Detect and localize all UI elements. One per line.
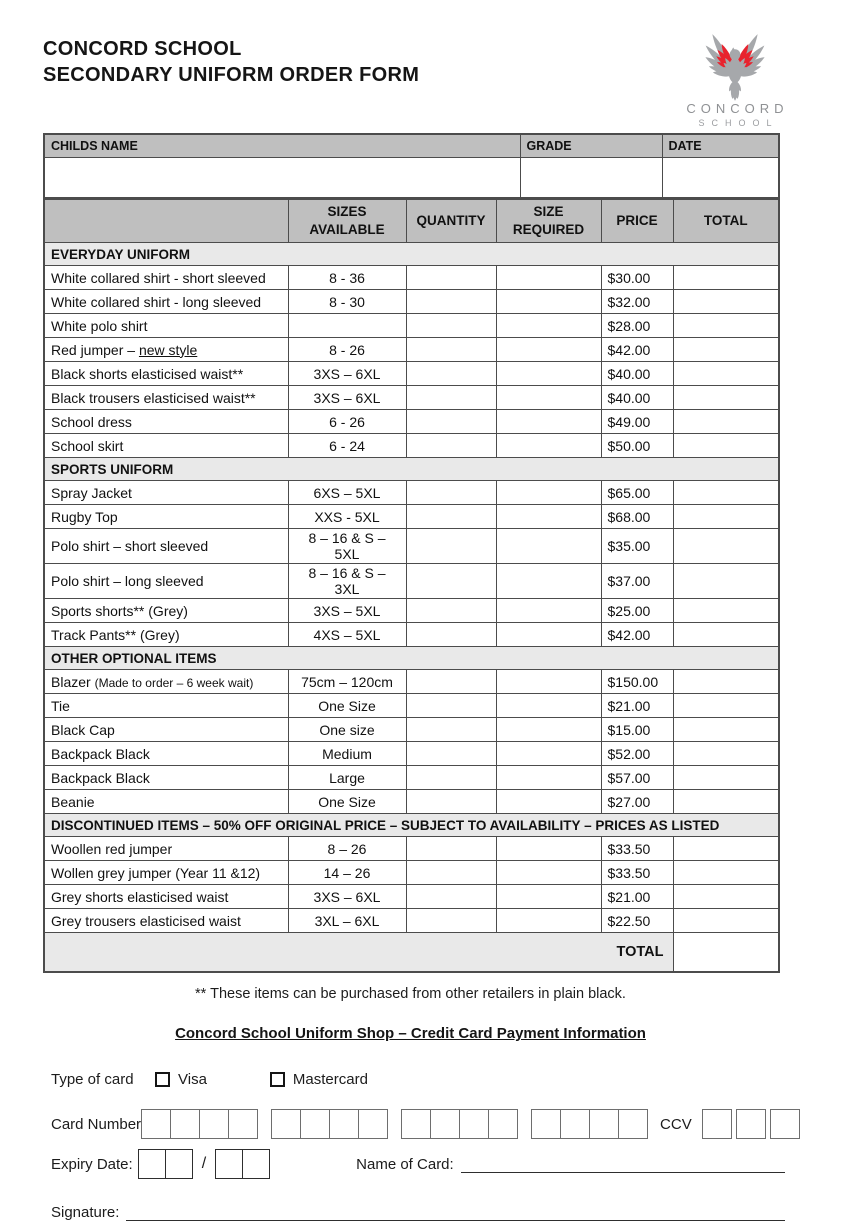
sizes-available: 4XS – 5XL <box>288 623 406 647</box>
size-required-input[interactable] <box>496 623 601 647</box>
expiry-month-box[interactable] <box>165 1149 193 1179</box>
size-required-input[interactable] <box>496 909 601 933</box>
date-label: DATE <box>662 134 779 158</box>
item-name: School dress <box>44 410 288 434</box>
card-number-box[interactable] <box>300 1109 330 1139</box>
item-name: Blazer (Made to order – 6 week wait) <box>44 670 288 694</box>
item-name: Polo shirt – long sleeved <box>44 564 288 599</box>
sizes-available: 75cm – 120cm <box>288 670 406 694</box>
quantity-input[interactable] <box>406 885 496 909</box>
expiry-month-box[interactable] <box>138 1149 166 1179</box>
section-title: DISCONTINUED ITEMS – 50% OFF ORIGINAL PRICE – SUBJECT TO AVAILABILITY – PRICES AS LISTED <box>44 814 779 837</box>
visa-checkbox[interactable] <box>155 1072 170 1087</box>
order-table-body <box>44 243 779 933</box>
size-required-input[interactable] <box>496 861 601 885</box>
size-required-input[interactable] <box>496 599 601 623</box>
row-total-input[interactable] <box>673 790 779 814</box>
sizes-available: 8 – 26 <box>288 837 406 861</box>
price: $22.50 <box>601 909 673 933</box>
table-row <box>44 434 779 458</box>
sizes-available: 8 – 16 & S – 5XL <box>288 529 406 564</box>
item-name: School skirt <box>44 434 288 458</box>
item-name: Grey trousers elasticised waist <box>44 909 288 933</box>
section-title: OTHER OPTIONAL ITEMS <box>44 647 779 670</box>
row-total-input[interactable] <box>673 362 779 386</box>
table-row <box>44 670 779 694</box>
quantity-input[interactable] <box>406 314 496 338</box>
grand-total-input[interactable] <box>673 933 779 973</box>
school-logo <box>677 18 793 128</box>
price: $65.00 <box>601 481 673 505</box>
table-row <box>44 861 779 885</box>
size-required-input[interactable] <box>496 564 601 599</box>
page-title <box>43 36 419 89</box>
item-name-underline: new style <box>138 341 198 358</box>
price: $42.00 <box>601 623 673 647</box>
mastercard-label: Mastercard <box>292 1071 368 1088</box>
size-required-input[interactable] <box>496 386 601 410</box>
card-number-box[interactable] <box>459 1109 489 1139</box>
section-header-row <box>44 243 779 266</box>
card-number-label: Card Number <box>51 1115 142 1133</box>
table-row <box>44 529 779 564</box>
sizes-available: 3XL – 6XL <box>288 909 406 933</box>
size-required-input[interactable] <box>496 410 601 434</box>
quantity-input[interactable] <box>406 909 496 933</box>
expiry-date-label: Expiry Date: <box>51 1155 133 1173</box>
card-number-box-group <box>141 1109 258 1139</box>
price: $49.00 <box>601 410 673 434</box>
sizes-available: One Size <box>288 790 406 814</box>
ccv-box[interactable] <box>770 1109 800 1139</box>
item-name: White polo shirt <box>44 314 288 338</box>
section-header-row <box>44 458 779 481</box>
card-number-box[interactable] <box>329 1109 359 1139</box>
size-required-input[interactable] <box>496 742 601 766</box>
item-name: Sports shorts** (Grey) <box>44 599 288 623</box>
info-entry-row <box>44 158 779 199</box>
card-number-box[interactable] <box>531 1109 561 1139</box>
card-number-box[interactable] <box>170 1109 200 1139</box>
size-required-input[interactable] <box>496 290 601 314</box>
table-row <box>44 266 779 290</box>
row-total-input[interactable] <box>673 837 779 861</box>
quantity-input[interactable] <box>406 837 496 861</box>
section-title: EVERYDAY UNIFORM <box>44 243 779 266</box>
row-total-input[interactable] <box>673 599 779 623</box>
table-row <box>44 386 779 410</box>
row-total-input[interactable] <box>673 694 779 718</box>
table-row <box>44 837 779 861</box>
quantity-input[interactable] <box>406 564 496 599</box>
row-total-input[interactable] <box>673 266 779 290</box>
item-name: Tie <box>44 694 288 718</box>
item-name: Black Cap <box>44 718 288 742</box>
sizes-available: 3XS – 6XL <box>288 885 406 909</box>
childs-name-label: CHILDS NAME <box>44 134 520 158</box>
row-total-input[interactable] <box>673 314 779 338</box>
section-title: SPORTS UNIFORM <box>44 458 779 481</box>
size-required-input[interactable] <box>496 362 601 386</box>
sizes-available <box>288 314 406 338</box>
grand-total-row <box>44 933 779 973</box>
card-number-box[interactable] <box>589 1109 619 1139</box>
quantity-input[interactable] <box>406 434 496 458</box>
price: $35.00 <box>601 529 673 564</box>
price: $21.00 <box>601 694 673 718</box>
table-row <box>44 599 779 623</box>
row-total-input[interactable] <box>673 909 779 933</box>
section-header-row <box>44 814 779 837</box>
price: $27.00 <box>601 790 673 814</box>
quantity-input[interactable] <box>406 599 496 623</box>
sizes-available: Medium <box>288 742 406 766</box>
table-row <box>44 718 779 742</box>
quantity-input[interactable] <box>406 290 496 314</box>
table-row <box>44 766 779 790</box>
row-total-input[interactable] <box>673 670 779 694</box>
item-name-note: (Made to order – 6 week wait) <box>94 675 254 690</box>
type-of-card-label: Type of card <box>51 1071 134 1088</box>
grand-total-label: TOTAL <box>44 933 673 973</box>
table-row <box>44 694 779 718</box>
name-of-card-line[interactable] <box>461 1155 785 1173</box>
ccv-box[interactable] <box>702 1109 732 1139</box>
card-number-box[interactable] <box>228 1109 258 1139</box>
sizes-available-column-header: SIZES AVAILABLE <box>288 199 406 243</box>
name-of-card-label: Name of Card: <box>356 1155 454 1173</box>
item-name: Black trousers elasticised waist** <box>44 386 288 410</box>
row-total-input[interactable] <box>673 481 779 505</box>
row-total-input[interactable] <box>673 505 779 529</box>
logo-sub-text: SCHOOL <box>698 118 779 128</box>
row-total-input[interactable] <box>673 410 779 434</box>
sizes-available: 14 – 26 <box>288 861 406 885</box>
price: $52.00 <box>601 742 673 766</box>
signature-row <box>51 1203 785 1221</box>
row-total-input[interactable] <box>673 861 779 885</box>
item-name: Rugby Top <box>44 505 288 529</box>
card-number-box[interactable] <box>618 1109 648 1139</box>
price: $30.00 <box>601 266 673 290</box>
card-number-box-group <box>401 1109 518 1139</box>
size-required-input[interactable] <box>496 837 601 861</box>
price: $40.00 <box>601 362 673 386</box>
item-name: White collared shirt - long sleeved <box>44 290 288 314</box>
sizes-available: 8 - 36 <box>288 266 406 290</box>
item-name: Black shorts elasticised waist** <box>44 362 288 386</box>
mastercard-option <box>270 1071 368 1088</box>
form-header <box>0 0 849 133</box>
price: $57.00 <box>601 766 673 790</box>
sizes-available: 6XS – 5XL <box>288 481 406 505</box>
price: $21.00 <box>601 885 673 909</box>
size-required-input[interactable] <box>496 529 601 564</box>
row-total-input[interactable] <box>673 529 779 564</box>
row-total-input[interactable] <box>673 623 779 647</box>
ccv-box[interactable] <box>736 1109 766 1139</box>
size-required-input[interactable] <box>496 790 601 814</box>
size-required-input[interactable] <box>496 694 601 718</box>
sizes-available: 6 - 26 <box>288 410 406 434</box>
row-total-input[interactable] <box>673 718 779 742</box>
sizes-available: 3XS – 5XL <box>288 599 406 623</box>
sizes-available: 8 - 30 <box>288 290 406 314</box>
quantity-input[interactable] <box>406 670 496 694</box>
table-row <box>44 290 779 314</box>
quantity-input[interactable] <box>406 718 496 742</box>
quantity-input[interactable] <box>406 623 496 647</box>
row-total-input[interactable] <box>673 885 779 909</box>
item-name: Grey shorts elasticised waist <box>44 885 288 909</box>
expiry-year-box[interactable] <box>242 1149 270 1179</box>
card-number-box[interactable] <box>271 1109 301 1139</box>
sizes-available: 3XS – 6XL <box>288 362 406 386</box>
table-row <box>44 564 779 599</box>
childs-name-input[interactable] <box>44 158 520 199</box>
grade-label: GRADE <box>520 134 662 158</box>
price: $25.00 <box>601 599 673 623</box>
item-name: White collared shirt - short sleeved <box>44 266 288 290</box>
size-required-input[interactable] <box>496 766 601 790</box>
quantity-input[interactable] <box>406 742 496 766</box>
quantity-input[interactable] <box>406 694 496 718</box>
order-table <box>43 198 780 973</box>
card-number-box[interactable] <box>430 1109 460 1139</box>
price: $32.00 <box>601 290 673 314</box>
logo-name-text: CONCORD <box>686 101 789 116</box>
size-required-column-header: SIZE REQUIRED <box>496 199 601 243</box>
quantity-input[interactable] <box>406 410 496 434</box>
quantity-input[interactable] <box>406 861 496 885</box>
card-number-box[interactable] <box>488 1109 518 1139</box>
quantity-input[interactable] <box>406 790 496 814</box>
card-number-box[interactable] <box>401 1109 431 1139</box>
ccv-boxes <box>702 1109 800 1139</box>
table-row <box>44 909 779 933</box>
signature-line[interactable] <box>126 1203 785 1221</box>
card-number-box-group <box>531 1109 648 1139</box>
title-line-2: SECONDARY UNIFORM ORDER FORM <box>43 64 420 87</box>
card-number-box[interactable] <box>358 1109 388 1139</box>
size-required-input[interactable] <box>496 481 601 505</box>
signature-label: Signature: <box>51 1203 120 1221</box>
eagle-icon <box>681 18 789 100</box>
card-number-box-group <box>271 1109 388 1139</box>
size-required-input[interactable] <box>496 434 601 458</box>
row-total-input[interactable] <box>673 564 779 599</box>
row-total-input[interactable] <box>673 434 779 458</box>
price: $33.50 <box>601 837 673 861</box>
quantity-input[interactable] <box>406 505 496 529</box>
title-line-1: CONCORD SCHOOL <box>43 38 242 60</box>
retailer-footnote: ** These items can be purchased from other retailers in plain black. <box>195 986 626 1002</box>
price: $150.00 <box>601 670 673 694</box>
table-row <box>44 410 779 434</box>
price: $28.00 <box>601 314 673 338</box>
expiry-separator: / <box>201 1155 207 1172</box>
quantity-input[interactable] <box>406 266 496 290</box>
item-column-header <box>44 199 288 243</box>
price: $68.00 <box>601 505 673 529</box>
visa-option <box>155 1071 207 1088</box>
table-row <box>44 362 779 386</box>
size-required-input[interactable] <box>496 670 601 694</box>
table-row <box>44 505 779 529</box>
table-row <box>44 623 779 647</box>
card-number-box[interactable] <box>560 1109 590 1139</box>
row-total-input[interactable] <box>673 742 779 766</box>
child-info-table <box>43 133 780 199</box>
row-total-input[interactable] <box>673 338 779 362</box>
price: $33.50 <box>601 861 673 885</box>
item-name: Woollen red jumper <box>44 837 288 861</box>
table-row <box>44 338 779 362</box>
price-column-header: PRICE <box>601 199 673 243</box>
row-total-input[interactable] <box>673 386 779 410</box>
sizes-available: One Size <box>288 694 406 718</box>
size-required-input[interactable] <box>496 885 601 909</box>
payment-heading: Concord School Uniform Shop – Credit Card Payment Information <box>175 1025 646 1042</box>
expiry-year-box[interactable] <box>215 1149 243 1179</box>
total-column-header: TOTAL <box>673 199 779 243</box>
quantity-input[interactable] <box>406 338 496 362</box>
sizes-available: XXS - 5XL <box>288 505 406 529</box>
quantity-input[interactable] <box>406 362 496 386</box>
column-header-row <box>44 199 779 243</box>
price: $42.00 <box>601 338 673 362</box>
price: $40.00 <box>601 386 673 410</box>
table-row <box>44 790 779 814</box>
quantity-column-header: QUANTITY <box>406 199 496 243</box>
table-row <box>44 314 779 338</box>
mastercard-checkbox[interactable] <box>270 1072 285 1087</box>
visa-label: Visa <box>178 1071 207 1088</box>
item-name: Beanie <box>44 790 288 814</box>
table-row <box>44 742 779 766</box>
size-required-input[interactable] <box>496 338 601 362</box>
sizes-available: 3XS – 6XL <box>288 386 406 410</box>
ccv-label: CCV <box>660 1115 692 1133</box>
sizes-available: Large <box>288 766 406 790</box>
info-header-row <box>44 134 779 158</box>
item-name: Wollen grey jumper (Year 11 &12) <box>44 861 288 885</box>
row-total-input[interactable] <box>673 290 779 314</box>
sizes-available: One size <box>288 718 406 742</box>
row-total-input[interactable] <box>673 766 779 790</box>
price: $37.00 <box>601 564 673 599</box>
expiry-row <box>51 1149 785 1179</box>
expiry-year-boxes <box>215 1149 270 1179</box>
item-name: Polo shirt – short sleeved <box>44 529 288 564</box>
quantity-input[interactable] <box>406 529 496 564</box>
price: $15.00 <box>601 718 673 742</box>
item-name: Backpack Black <box>44 742 288 766</box>
quantity-input[interactable] <box>406 766 496 790</box>
item-name: Spray Jacket <box>44 481 288 505</box>
grade-input[interactable] <box>520 158 662 199</box>
item-name: Track Pants** (Grey) <box>44 623 288 647</box>
section-header-row <box>44 647 779 670</box>
quantity-input[interactable] <box>406 481 496 505</box>
table-row <box>44 885 779 909</box>
table-row <box>44 481 779 505</box>
size-required-input[interactable] <box>496 718 601 742</box>
card-number-box[interactable] <box>199 1109 229 1139</box>
quantity-input[interactable] <box>406 386 496 410</box>
item-name: Backpack Black <box>44 766 288 790</box>
size-required-input[interactable] <box>496 505 601 529</box>
card-number-box[interactable] <box>141 1109 171 1139</box>
price: $50.00 <box>601 434 673 458</box>
date-input[interactable] <box>662 158 779 199</box>
size-required-input[interactable] <box>496 314 601 338</box>
sizes-available: 8 – 16 & S – 3XL <box>288 564 406 599</box>
expiry-month-boxes <box>138 1149 193 1179</box>
item-name: Red jumper – new style <box>44 338 288 362</box>
card-number-row <box>51 1109 785 1139</box>
sizes-available: 8 - 26 <box>288 338 406 362</box>
sizes-available: 6 - 24 <box>288 434 406 458</box>
card-type-row <box>51 1071 785 1088</box>
card-number-boxes <box>141 1109 648 1139</box>
size-required-input[interactable] <box>496 266 601 290</box>
